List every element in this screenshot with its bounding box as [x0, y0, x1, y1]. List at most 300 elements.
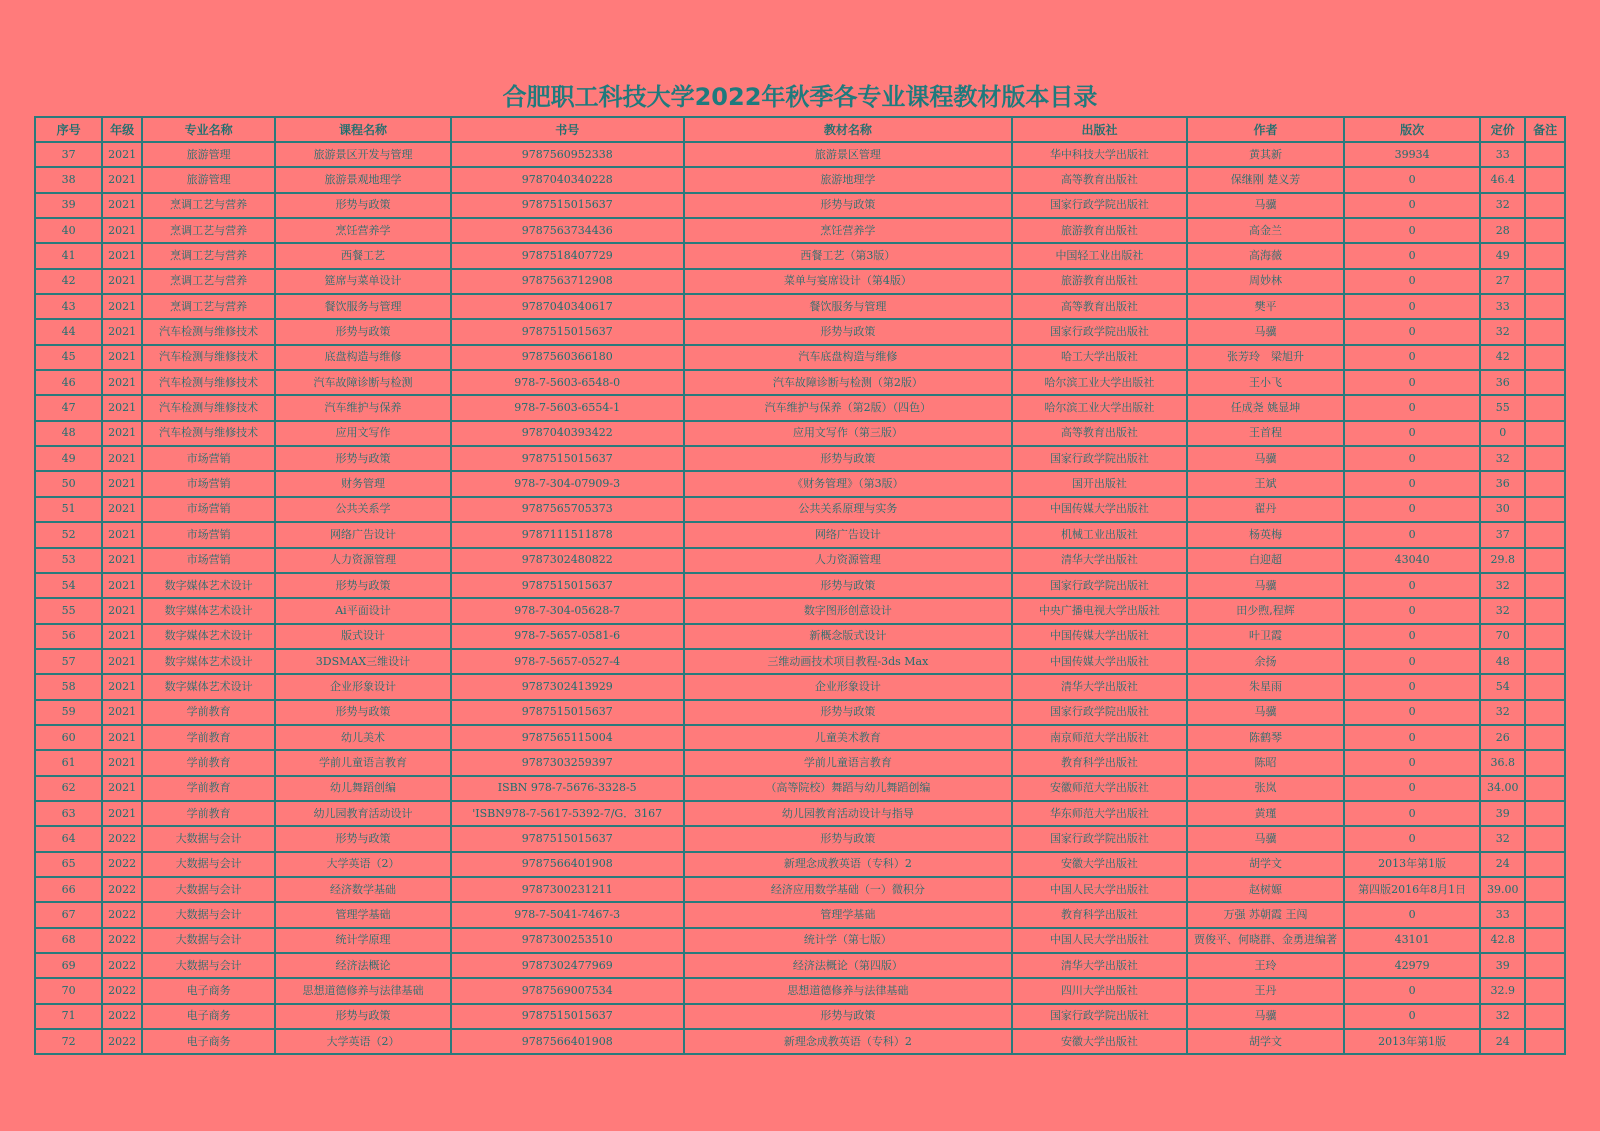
cell-author: 胡学文 [1187, 1029, 1344, 1054]
cell-price: 33 [1480, 902, 1525, 927]
cell-publisher: 国家行政学院出版社 [1012, 319, 1187, 344]
column-header-textbook: 教材名称 [684, 117, 1012, 142]
table-row [35, 395, 1565, 420]
cell-price: 37 [1480, 522, 1525, 547]
cell-publisher: 国家行政学院出版社 [1012, 573, 1187, 598]
table-row [35, 776, 1565, 801]
cell-textbook: 经济法概论（第四版） [684, 953, 1012, 978]
cell-major: 大数据与会计 [142, 953, 275, 978]
cell-price: 29.8 [1480, 548, 1525, 573]
cell-author: 黄瑾 [1187, 801, 1344, 826]
cell-major: 市场营销 [142, 471, 275, 496]
cell-price: 39 [1480, 801, 1525, 826]
cell-index: 53 [35, 548, 102, 573]
cell-remarks [1525, 345, 1565, 370]
cell-grade: 2022 [102, 877, 142, 902]
cell-index: 64 [35, 826, 102, 851]
cell-remarks [1525, 548, 1565, 573]
cell-author: 陈昭 [1187, 750, 1344, 775]
cell-remarks [1525, 471, 1565, 496]
cell-isbn: ISBN 978-7-5676-3328-5 [451, 776, 684, 801]
cell-major: 电子商务 [142, 978, 275, 1003]
cell-grade: 2021 [102, 243, 142, 268]
cell-edition: 0 [1344, 319, 1480, 344]
cell-publisher: 高等教育出版社 [1012, 421, 1187, 446]
cell-grade: 2021 [102, 497, 142, 522]
cell-price: 27 [1480, 269, 1525, 294]
cell-edition: 0 [1344, 573, 1480, 598]
cell-publisher: 哈尔滨工业大学出版社 [1012, 395, 1187, 420]
column-header-major: 专业名称 [142, 117, 275, 142]
cell-grade: 2022 [102, 902, 142, 927]
cell-isbn: 9787515015637 [451, 700, 684, 725]
cell-edition: 第四版2016年8月1日 [1344, 877, 1480, 902]
cell-grade: 2021 [102, 573, 142, 598]
cell-author: 黄其新 [1187, 142, 1344, 167]
cell-publisher: 教育科学出版社 [1012, 902, 1187, 927]
cell-major: 学前教育 [142, 725, 275, 750]
cell-textbook: 学前儿童语言教育 [684, 750, 1012, 775]
cell-grade: 2021 [102, 471, 142, 496]
cell-major: 旅游管理 [142, 167, 275, 192]
cell-index: 60 [35, 725, 102, 750]
cell-textbook: 幼儿园教育活动设计与指导 [684, 801, 1012, 826]
table-row [35, 573, 1565, 598]
cell-course: 经济数学基础 [275, 877, 450, 902]
cell-grade: 2021 [102, 522, 142, 547]
cell-publisher: 国家行政学院出版社 [1012, 446, 1187, 471]
cell-price: 36 [1480, 370, 1525, 395]
cell-price: 0 [1480, 421, 1525, 446]
cell-course: 西餐工艺 [275, 243, 450, 268]
cell-remarks [1525, 877, 1565, 902]
cell-textbook: 新理念成教英语（专科）2 [684, 852, 1012, 877]
cell-edition: 0 [1344, 167, 1480, 192]
table-row [35, 497, 1565, 522]
cell-publisher: 旅游教育出版社 [1012, 218, 1187, 243]
table-row [35, 928, 1565, 953]
cell-isbn: 978-7-5657-0581-6 [451, 624, 684, 649]
cell-grade: 2021 [102, 319, 142, 344]
cell-grade: 2021 [102, 725, 142, 750]
cell-remarks [1525, 852, 1565, 877]
cell-textbook: 形势与政策 [684, 826, 1012, 851]
cell-author: 马骥 [1187, 700, 1344, 725]
cell-price: 32 [1480, 573, 1525, 598]
cell-author: 王玲 [1187, 953, 1344, 978]
cell-edition: 0 [1344, 776, 1480, 801]
cell-publisher: 中国人民大学出版社 [1012, 877, 1187, 902]
cell-publisher: 清华大学出版社 [1012, 548, 1187, 573]
cell-course: 人力资源管理 [275, 548, 450, 573]
cell-index: 44 [35, 319, 102, 344]
cell-edition: 0 [1344, 674, 1480, 699]
cell-grade: 2021 [102, 446, 142, 471]
cell-course: 汽车维护与保养 [275, 395, 450, 420]
cell-course: 烹饪营养学 [275, 218, 450, 243]
cell-price: 34.00 [1480, 776, 1525, 801]
cell-isbn: 9787302480822 [451, 548, 684, 573]
cell-textbook: 形势与政策 [684, 319, 1012, 344]
cell-index: 57 [35, 649, 102, 674]
table-row [35, 674, 1565, 699]
cell-grade: 2022 [102, 953, 142, 978]
cell-grade: 2022 [102, 826, 142, 851]
cell-price: 33 [1480, 142, 1525, 167]
table-row [35, 243, 1565, 268]
page-title: 合肥职工科技大学2022年秋季各专业课程教材版本目录 [502, 83, 1098, 111]
cell-major: 学前教育 [142, 750, 275, 775]
cell-index: 59 [35, 700, 102, 725]
cell-index: 69 [35, 953, 102, 978]
cell-price: 32 [1480, 826, 1525, 851]
cell-index: 41 [35, 243, 102, 268]
cell-textbook: 汽车维护与保养（第2版）（四色） [684, 395, 1012, 420]
table-row [35, 193, 1565, 218]
table-row [35, 953, 1565, 978]
cell-remarks [1525, 573, 1565, 598]
cell-isbn: 9787300231211 [451, 877, 684, 902]
table-row [35, 370, 1565, 395]
cell-remarks [1525, 1029, 1565, 1054]
cell-publisher: 四川大学出版社 [1012, 978, 1187, 1003]
cell-textbook: 公共关系原理与实务 [684, 497, 1012, 522]
cell-major: 大数据与会计 [142, 877, 275, 902]
cell-course: 大学英语（2） [275, 1029, 450, 1054]
cell-grade: 2021 [102, 269, 142, 294]
cell-author: 马骥 [1187, 1004, 1344, 1029]
cell-textbook: 统计学（第七版） [684, 928, 1012, 953]
cell-isbn: 9787515015637 [451, 193, 684, 218]
cell-price: 39.00 [1480, 877, 1525, 902]
cell-major: 学前教育 [142, 776, 275, 801]
cell-price: 55 [1480, 395, 1525, 420]
cell-price: 30 [1480, 497, 1525, 522]
cell-major: 汽车检测与维修技术 [142, 319, 275, 344]
cell-major: 数字媒体艺术设计 [142, 598, 275, 623]
cell-grade: 2021 [102, 142, 142, 167]
cell-author: 马骥 [1187, 446, 1344, 471]
cell-isbn: 9787569007534 [451, 978, 684, 1003]
cell-edition: 0 [1344, 598, 1480, 623]
cell-index: 68 [35, 928, 102, 953]
cell-isbn: 9787040340228 [451, 167, 684, 192]
cell-major: 数字媒体艺术设计 [142, 649, 275, 674]
cell-isbn: 9787111511878 [451, 522, 684, 547]
cell-major: 电子商务 [142, 1004, 275, 1029]
cell-grade: 2021 [102, 624, 142, 649]
cell-textbook: 西餐工艺（第3版） [684, 243, 1012, 268]
cell-grade: 2022 [102, 978, 142, 1003]
cell-isbn: 978-7-5041-7467-3 [451, 902, 684, 927]
cell-edition: 0 [1344, 218, 1480, 243]
cell-index: 56 [35, 624, 102, 649]
cell-remarks [1525, 801, 1565, 826]
cell-author: 周妙林 [1187, 269, 1344, 294]
cell-author: 白迎超 [1187, 548, 1344, 573]
table-row [35, 902, 1565, 927]
cell-course: 统计学原理 [275, 928, 450, 953]
cell-publisher: 中国人民大学出版社 [1012, 928, 1187, 953]
cell-grade: 2021 [102, 700, 142, 725]
cell-isbn: 9787515015637 [451, 319, 684, 344]
cell-author: 翟丹 [1187, 497, 1344, 522]
table-row [35, 978, 1565, 1003]
cell-course: 形势与政策 [275, 193, 450, 218]
cell-grade: 2021 [102, 294, 142, 319]
cell-index: 49 [35, 446, 102, 471]
cell-index: 51 [35, 497, 102, 522]
cell-remarks [1525, 624, 1565, 649]
cell-remarks [1525, 1004, 1565, 1029]
cell-major: 汽车检测与维修技术 [142, 370, 275, 395]
cell-isbn: 9787515015637 [451, 826, 684, 851]
cell-grade: 2021 [102, 193, 142, 218]
cell-major: 学前教育 [142, 700, 275, 725]
cell-index: 46 [35, 370, 102, 395]
cell-remarks [1525, 319, 1565, 344]
column-header-isbn: 书号 [451, 117, 684, 142]
cell-isbn: 978-7-5603-6548-0 [451, 370, 684, 395]
table-row [35, 598, 1565, 623]
cell-price: 24 [1480, 852, 1525, 877]
cell-remarks [1525, 826, 1565, 851]
cell-remarks [1525, 446, 1565, 471]
cell-grade: 2021 [102, 674, 142, 699]
cell-course: 形势与政策 [275, 573, 450, 598]
cell-grade: 2021 [102, 370, 142, 395]
cell-edition: 43040 [1344, 548, 1480, 573]
column-header-price: 定价 [1480, 117, 1525, 142]
cell-edition: 0 [1344, 370, 1480, 395]
cell-price: 32 [1480, 319, 1525, 344]
cell-publisher: 国家行政学院出版社 [1012, 193, 1187, 218]
cell-course: 形势与政策 [275, 700, 450, 725]
cell-isbn: 978-7-5657-0527-4 [451, 649, 684, 674]
table-row [35, 421, 1565, 446]
cell-price: 28 [1480, 218, 1525, 243]
cell-remarks [1525, 725, 1565, 750]
cell-isbn: 978-7-304-05628-7 [451, 598, 684, 623]
cell-course: 版式设计 [275, 624, 450, 649]
cell-author: 胡学文 [1187, 852, 1344, 877]
cell-major: 旅游管理 [142, 142, 275, 167]
cell-edition: 0 [1344, 522, 1480, 547]
cell-index: 66 [35, 877, 102, 902]
cell-grade: 2021 [102, 421, 142, 446]
cell-isbn: 9787303259397 [451, 750, 684, 775]
cell-author: 杨英梅 [1187, 522, 1344, 547]
cell-isbn: 9787040340617 [451, 294, 684, 319]
cell-index: 72 [35, 1029, 102, 1054]
cell-index: 62 [35, 776, 102, 801]
cell-remarks [1525, 142, 1565, 167]
table-row [35, 624, 1565, 649]
cell-publisher: 哈尔滨工业大学出版社 [1012, 370, 1187, 395]
cell-course: 财务管理 [275, 471, 450, 496]
cell-grade: 2021 [102, 218, 142, 243]
cell-remarks [1525, 269, 1565, 294]
cell-edition: 0 [1344, 750, 1480, 775]
cell-remarks [1525, 700, 1565, 725]
cell-textbook: 形势与政策 [684, 1004, 1012, 1029]
cell-grade: 2021 [102, 750, 142, 775]
cell-index: 54 [35, 573, 102, 598]
cell-textbook: 企业形象设计 [684, 674, 1012, 699]
cell-grade: 2021 [102, 395, 142, 420]
cell-isbn: 9787563712908 [451, 269, 684, 294]
table-row [35, 750, 1565, 775]
cell-edition: 43101 [1344, 928, 1480, 953]
table-row [35, 801, 1565, 826]
cell-price: 42.8 [1480, 928, 1525, 953]
cell-grade: 2021 [102, 649, 142, 674]
cell-edition: 0 [1344, 446, 1480, 471]
cell-index: 55 [35, 598, 102, 623]
cell-course: 形势与政策 [275, 1004, 450, 1029]
cell-index: 45 [35, 345, 102, 370]
cell-course: 幼儿舞蹈创编 [275, 776, 450, 801]
cell-publisher: 国家行政学院出版社 [1012, 700, 1187, 725]
cell-edition: 39934 [1344, 142, 1480, 167]
cell-remarks [1525, 953, 1565, 978]
cell-author: 王斌 [1187, 471, 1344, 496]
cell-index: 61 [35, 750, 102, 775]
cell-author: 马骥 [1187, 826, 1344, 851]
table-row [35, 142, 1565, 167]
cell-author: 马骥 [1187, 319, 1344, 344]
cell-remarks [1525, 497, 1565, 522]
cell-edition: 0 [1344, 1004, 1480, 1029]
cell-remarks [1525, 928, 1565, 953]
cell-edition: 42979 [1344, 953, 1480, 978]
cell-remarks [1525, 294, 1565, 319]
cell-course: 经济法概论 [275, 953, 450, 978]
cell-textbook: 经济应用数学基础（一）微积分 [684, 877, 1012, 902]
cell-index: 58 [35, 674, 102, 699]
table-row [35, 471, 1565, 496]
cell-index: 42 [35, 269, 102, 294]
cell-price: 48 [1480, 649, 1525, 674]
cell-publisher: 中央广播电视大学出版社 [1012, 598, 1187, 623]
textbook-catalog-table [34, 116, 1566, 1055]
cell-author: 叶卫霞 [1187, 624, 1344, 649]
cell-edition: 0 [1344, 801, 1480, 826]
cell-publisher: 安徽大学出版社 [1012, 1029, 1187, 1054]
cell-author: 田少煦,程辉 [1187, 598, 1344, 623]
table-row [35, 1004, 1565, 1029]
cell-index: 39 [35, 193, 102, 218]
cell-textbook: 应用文写作（第三版） [684, 421, 1012, 446]
cell-index: 37 [35, 142, 102, 167]
cell-edition: 0 [1344, 725, 1480, 750]
cell-index: 71 [35, 1004, 102, 1029]
cell-course: 思想道德修养与法律基础 [275, 978, 450, 1003]
table-row [35, 269, 1565, 294]
cell-course: 底盘构造与维修 [275, 345, 450, 370]
cell-index: 40 [35, 218, 102, 243]
column-header-publisher: 出版社 [1012, 117, 1187, 142]
table-row [35, 218, 1565, 243]
cell-major: 烹调工艺与营养 [142, 243, 275, 268]
cell-publisher: 国家行政学院出版社 [1012, 1004, 1187, 1029]
header-row [35, 117, 1565, 142]
cell-index: 52 [35, 522, 102, 547]
cell-textbook: 形势与政策 [684, 446, 1012, 471]
table-row [35, 1029, 1565, 1054]
cell-textbook: 汽车底盘构造与维修 [684, 345, 1012, 370]
cell-edition: 0 [1344, 497, 1480, 522]
cell-isbn: 'ISBN978-7-5617-5392-7/G．3167 [451, 801, 684, 826]
cell-course: 形势与政策 [275, 826, 450, 851]
cell-edition: 0 [1344, 345, 1480, 370]
cell-publisher: 中国传媒大学出版社 [1012, 624, 1187, 649]
cell-index: 70 [35, 978, 102, 1003]
cell-price: 33 [1480, 294, 1525, 319]
cell-course: 筵席与菜单设计 [275, 269, 450, 294]
cell-course: 汽车故障诊断与检测 [275, 370, 450, 395]
cell-major: 市场营销 [142, 522, 275, 547]
cell-major: 大数据与会计 [142, 902, 275, 927]
cell-remarks [1525, 193, 1565, 218]
cell-textbook: 汽车故障诊断与检测（第2版） [684, 370, 1012, 395]
cell-major: 汽车检测与维修技术 [142, 395, 275, 420]
cell-textbook: 形势与政策 [684, 573, 1012, 598]
cell-grade: 2022 [102, 928, 142, 953]
cell-edition: 0 [1344, 978, 1480, 1003]
cell-isbn: 9787302413929 [451, 674, 684, 699]
cell-isbn: 9787040393422 [451, 421, 684, 446]
cell-edition: 0 [1344, 294, 1480, 319]
column-header-index: 序号 [35, 117, 102, 142]
table-row [35, 294, 1565, 319]
table-row [35, 852, 1565, 877]
cell-publisher: 安徽师范大学出版社 [1012, 776, 1187, 801]
cell-price: 32 [1480, 1004, 1525, 1029]
cell-major: 学前教育 [142, 801, 275, 826]
cell-textbook: 管理学基础 [684, 902, 1012, 927]
cell-remarks [1525, 395, 1565, 420]
cell-course: 学前儿童语言教育 [275, 750, 450, 775]
cell-course: 网络广告设计 [275, 522, 450, 547]
cell-index: 48 [35, 421, 102, 446]
cell-course: 公共关系学 [275, 497, 450, 522]
cell-author: 赵树嫄 [1187, 877, 1344, 902]
cell-edition: 2013年第1版 [1344, 1029, 1480, 1054]
cell-price: 32 [1480, 193, 1525, 218]
cell-author: 朱星雨 [1187, 674, 1344, 699]
cell-textbook: 网络广告设计 [684, 522, 1012, 547]
cell-isbn: 9787560952338 [451, 142, 684, 167]
cell-isbn: 978-7-304-07909-3 [451, 471, 684, 496]
cell-index: 50 [35, 471, 102, 496]
table-row [35, 826, 1565, 851]
cell-author: 王首程 [1187, 421, 1344, 446]
cell-isbn: 9787560366180 [451, 345, 684, 370]
cell-isbn: 9787518407729 [451, 243, 684, 268]
cell-edition: 0 [1344, 193, 1480, 218]
cell-course: 旅游景观地理学 [275, 167, 450, 192]
cell-author: 保继刚 楚义芳 [1187, 167, 1344, 192]
cell-edition: 0 [1344, 649, 1480, 674]
cell-remarks [1525, 776, 1565, 801]
cell-remarks [1525, 167, 1565, 192]
cell-grade: 2022 [102, 1004, 142, 1029]
cell-textbook: 旅游景区管理 [684, 142, 1012, 167]
cell-author: 万强 苏朝霞 王闯 [1187, 902, 1344, 927]
cell-publisher: 高等教育出版社 [1012, 167, 1187, 192]
cell-publisher: 清华大学出版社 [1012, 674, 1187, 699]
